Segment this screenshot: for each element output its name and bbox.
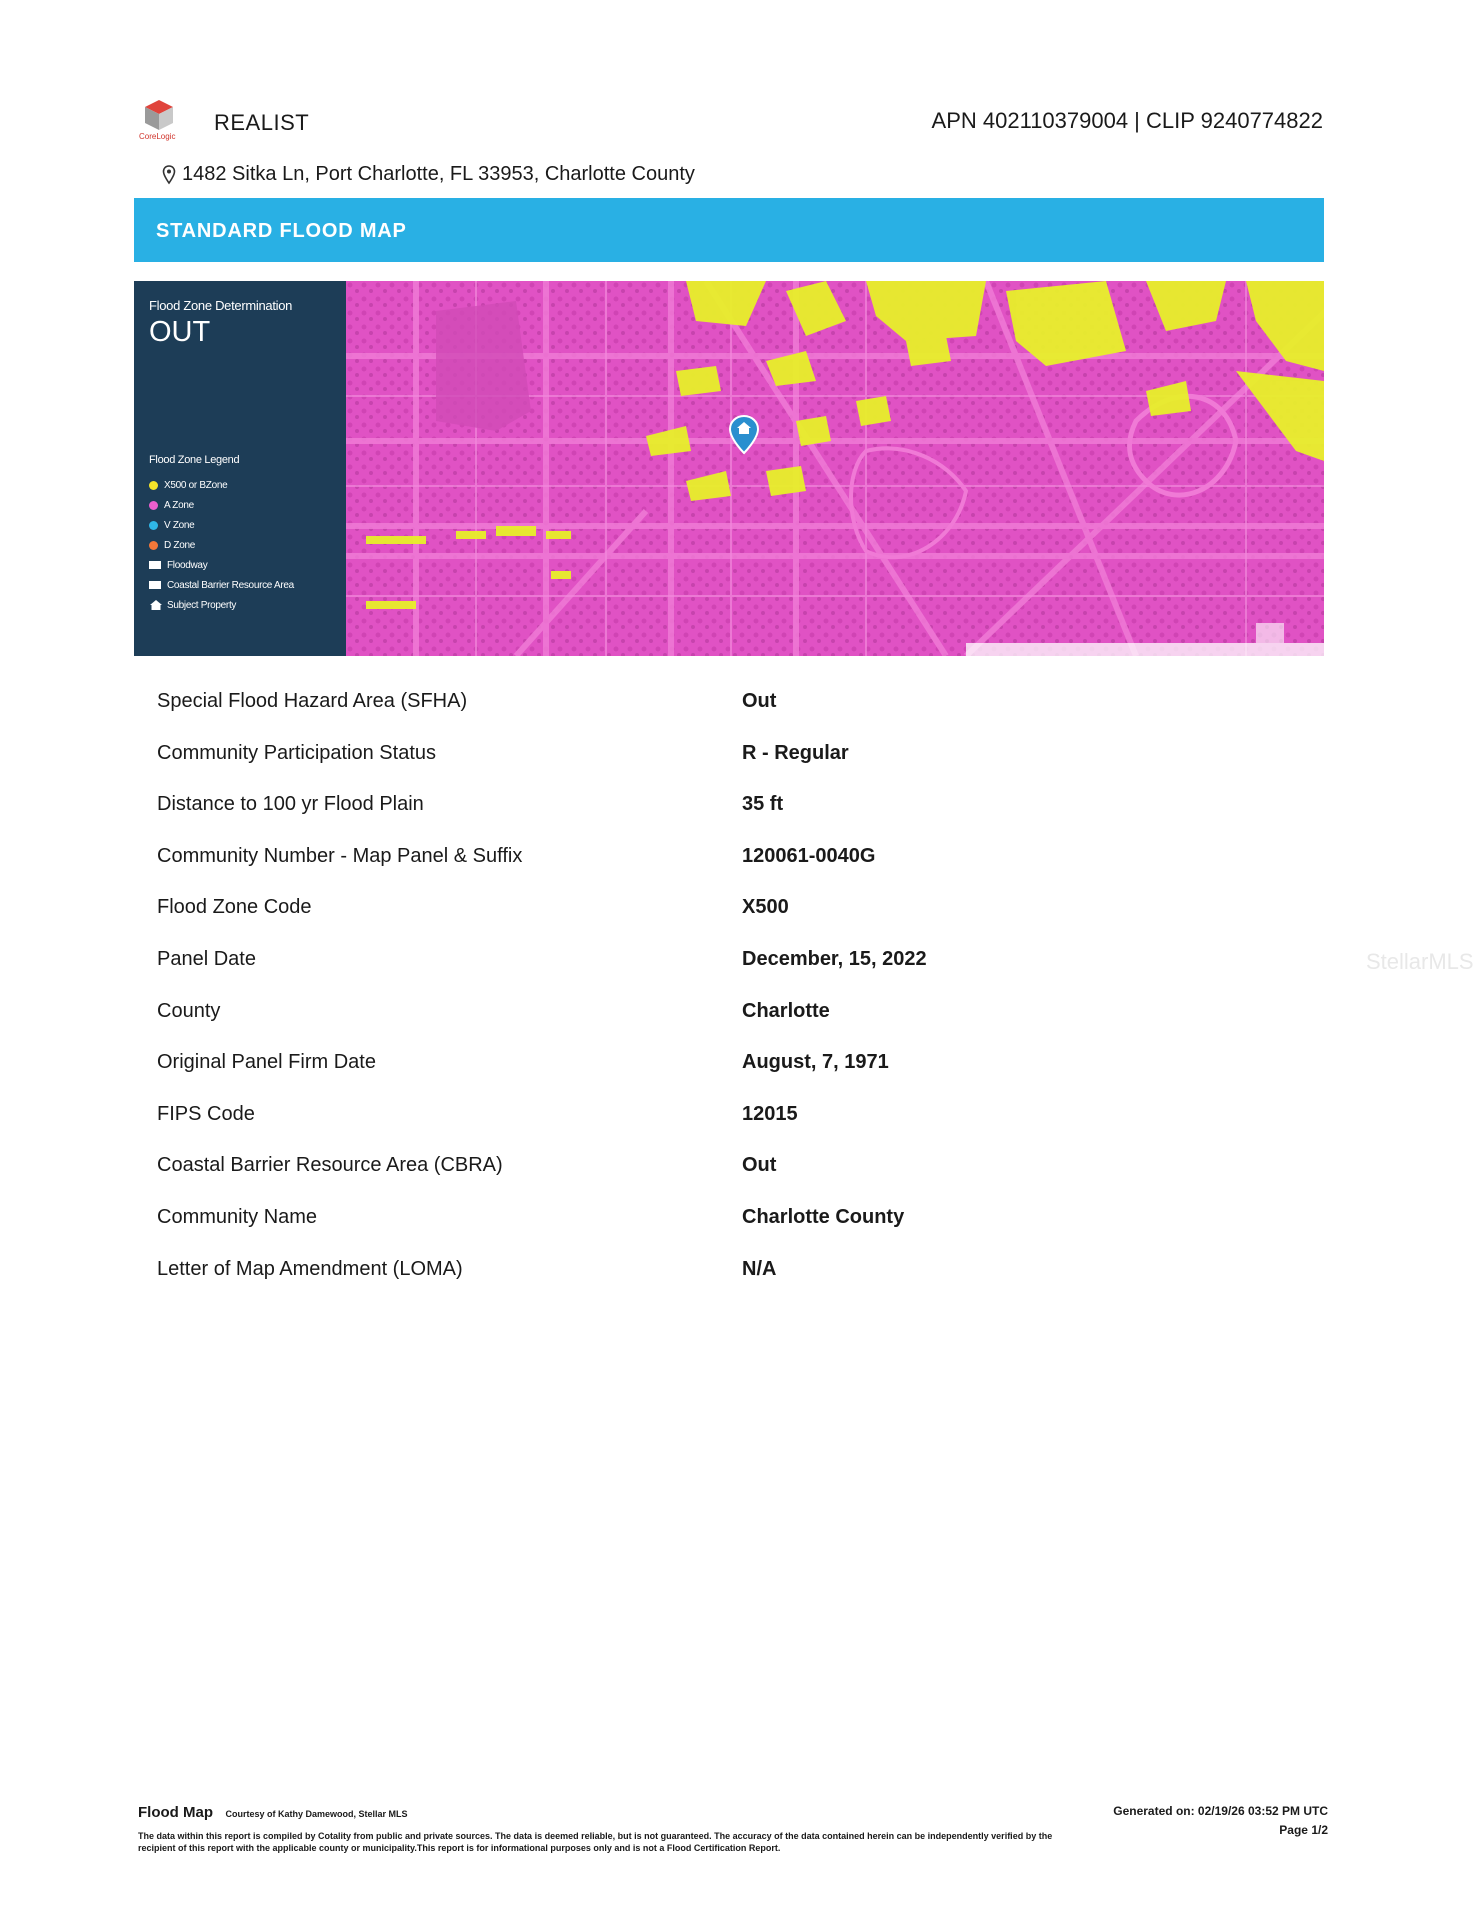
detail-row [157, 1206, 1057, 1258]
corelogic-logo [137, 98, 197, 148]
orange-dot-icon [149, 541, 158, 550]
field-label: Flood Zone Code [157, 896, 312, 919]
field-value: 35 ft [742, 793, 784, 816]
field-value: Charlotte [742, 999, 830, 1022]
legend-item: Subject Property [149, 595, 294, 615]
field-label: Panel Date [157, 947, 256, 970]
field-value: December, 15, 2022 [742, 947, 927, 970]
detail-row [157, 1258, 1057, 1310]
detail-row [157, 845, 1057, 897]
detail-row [157, 1051, 1057, 1103]
field-label: Special Flood Hazard Area (SFHA) [157, 690, 468, 712]
flood-details-table [157, 690, 1057, 1309]
home-icon [149, 599, 163, 611]
detail-row [157, 742, 1057, 794]
field-label: Original Panel Firm Date [157, 1051, 376, 1074]
field-label: Community Number - Map Panel & Suffix [157, 844, 523, 867]
location-pin-icon [162, 165, 176, 185]
field-value: X500 [742, 896, 789, 919]
field-value: R - Regular [742, 741, 849, 764]
field-value: Charlotte County [742, 1205, 905, 1228]
detail-row [157, 690, 1057, 742]
detail-row [157, 1000, 1057, 1052]
brand-name: REALIST [214, 110, 310, 135]
field-value: N/A [742, 1257, 777, 1280]
apn-clip: APN 402110379004 | CLIP 9240774822 [931, 108, 1323, 133]
property-address [162, 163, 695, 186]
flood-map [134, 281, 1324, 656]
flood-zone-map-image [346, 281, 1324, 656]
mls-watermark: StellarMLS [1366, 949, 1474, 974]
legend-title: Flood Zone Legend [149, 454, 240, 466]
legend-item: A Zone [149, 495, 294, 515]
legend-list [149, 475, 294, 615]
report-footer [138, 1804, 1328, 1853]
logo-text: CoreLogic [139, 132, 176, 141]
field-label: Distance to 100 yr Flood Plain [157, 793, 424, 816]
banner-title: STANDARD FLOOD MAP [156, 220, 407, 242]
field-value: 120061-0040G [742, 844, 876, 867]
legend-item: D Zone [149, 535, 294, 555]
address-text: 1482 Sitka Ln, Port Charlotte, FL 33953, Charlotte County [182, 163, 695, 185]
detail-row [157, 948, 1057, 1000]
field-value: 12015 [742, 1102, 798, 1125]
white-square-icon [149, 561, 161, 569]
detail-row [157, 1103, 1057, 1155]
page-number: Page 1/2 [1279, 1823, 1328, 1837]
generated-timestamp: Generated on: 02/19/26 03:52 PM UTC [1113, 1804, 1328, 1818]
detail-row [157, 1154, 1057, 1206]
map-legend-panel [134, 281, 346, 656]
field-label: Coastal Barrier Resource Area (CBRA) [157, 1154, 503, 1177]
footer-credit: Courtesy of Kathy Damewood, Stellar MLS [225, 1809, 408, 1819]
field-value: Out [742, 1154, 777, 1177]
yellow-dot-icon [149, 481, 158, 490]
section-banner [134, 198, 1324, 262]
field-label: Letter of Map Amendment (LOMA) [157, 1257, 463, 1280]
detail-row [157, 793, 1057, 845]
determination-label: Flood Zone Determination [149, 298, 293, 313]
field-value: Out [742, 690, 777, 712]
field-value: August, 7, 1971 [742, 1051, 889, 1074]
pink-dot-icon [149, 501, 158, 510]
detail-row [157, 896, 1057, 948]
footer-title: Flood Map [138, 1804, 213, 1821]
footer-disclaimer: The data within this report is compiled by Cotality from public and private sources. The data is deemed reliable, but is not guaranteed. The accuracy of the data contained herein can be independently verified by the recipient of this report with the applicable county or municipality.This report is for informational purposes only and is not a Flood Certification Report. [138, 1831, 1053, 1853]
report-header [137, 98, 1323, 148]
legend-item: V Zone [149, 515, 294, 535]
legend-item: Floodway [149, 555, 294, 575]
field-label: Community Participation Status [157, 741, 437, 764]
field-label: County [157, 999, 221, 1022]
legend-item: Coastal Barrier Resource Area [149, 575, 294, 595]
determination-value: OUT [149, 316, 211, 348]
field-label: Community Name [157, 1205, 318, 1228]
field-label: FIPS Code [157, 1102, 255, 1125]
blue-dot-icon [149, 521, 158, 530]
legend-item: X500 or BZone [149, 475, 294, 495]
white-square-icon [149, 581, 161, 589]
cube-logo-icon [137, 98, 181, 132]
